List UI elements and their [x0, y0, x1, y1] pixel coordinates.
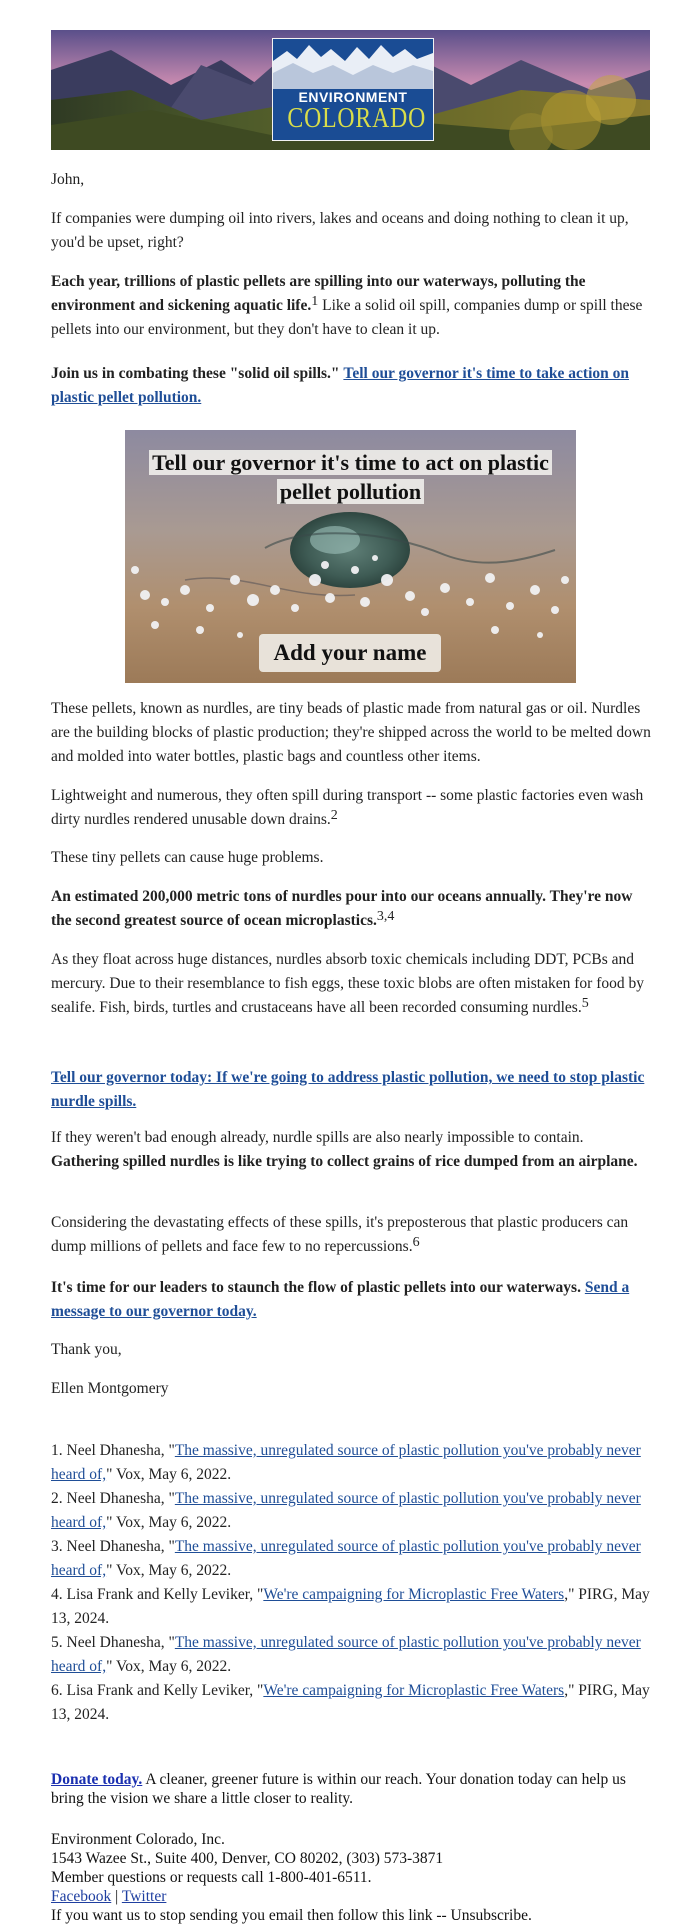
unsubscribe-text[interactable]: If you want us to stop sending you email then follow this link -- Unsubscribe. — [51, 1907, 532, 1924]
thanks: Thank you, — [51, 1341, 122, 1358]
tell-governor-link[interactable]: Tell our governor today: If we're going to address plastic pollution, we need to stop plastic nurdle spills. — [51, 1069, 645, 1110]
reference-link[interactable]: The massive, unregulated source of plastic pollution you've probably never heard of, — [51, 1442, 641, 1483]
mountain-logo-icon — [273, 39, 433, 89]
send-message-link[interactable]: Send a message to our governor today. — [51, 1279, 630, 1320]
paragraph-staunch: It's time for our leaders to staunch the flow of plastic pellets into our waterways. Send a message to our governor today. — [51, 1279, 630, 1320]
signature: Ellen Montgomery — [51, 1380, 169, 1397]
email-body — [51, 30, 651, 1924]
social-links: Facebook | Twitter — [51, 1888, 167, 1905]
paragraph-join — [51, 362, 651, 410]
reference-link[interactable]: The massive, unregulated source of plastic pollution you've probably never heard of, — [51, 1634, 641, 1675]
paragraph-metric-tons: An estimated 200,000 metric tons of nurdles pour into our oceans annually. They're now the second greatest source of ocean microplastics.$^{3,4}$ — [51, 888, 633, 929]
org-address: 1543 Wazee St., Suite 400, Denver, CO 80202, (303) 573-3871 — [51, 1850, 444, 1867]
org-name: Environment Colorado, Inc. — [51, 1831, 225, 1848]
reference-link[interactable]: The massive, unregulated source of plastic pollution you've probably never heard of, — [51, 1490, 641, 1531]
join-bold-text: Join us in combating these "solid oil spills." — [51, 365, 340, 382]
paragraph-toxic: As they float across huge distances, nurdles absorb toxic chemicals including DDT, PCBs and mercury. Due to their resemblance to fish eggs, these toxic blobs are often mistaken for food by sealife. Fish, birds, turtles and crustaceans have all been recorded consuming nurdles.$^5$ — [51, 951, 644, 1016]
twitter-link[interactable]: Twitter — [121, 1888, 167, 1905]
logo-line-2: COLORADO — [287, 102, 427, 134]
reference-item: 2. Neel Dhanesha, "The massive, unregulated source of plastic pollution you've probably never heard of," Vox, May 6, 2022. — [51, 1490, 641, 1531]
paragraph-nurdles: These pellets, known as nurdles, are tiny beads of plastic made from natural gas or oil. Nurdles are the building blocks of plastic production; they're shipped across the world to be melted down and molded into water bottles, plastic bags and countless other items. — [51, 700, 651, 765]
footnote-6: 6 — [412, 1235, 420, 1250]
petition-hero-image[interactable] — [125, 430, 576, 683]
reference-item: 6. Lisa Frank and Kelly Leviker, "We're campaigning for Microplastic Free Waters," PIRG, May 13, 2024. — [51, 1682, 650, 1723]
footnote-1: 1 — [311, 294, 319, 309]
footnote-3-4: 3,4 — [376, 909, 395, 924]
paragraph-pellets — [51, 270, 651, 342]
hero-title: Tell our governor it's time to act on plastic pellet pollution — [125, 448, 576, 506]
references-list — [51, 1439, 651, 1727]
reference-item: 3. Neel Dhanesha, "The massive, unregulated source of plastic pollution you've probably never heard of," Vox, May 6, 2022. — [51, 1538, 641, 1579]
paragraph-contain: If they weren't bad enough already, nurdle spills are also nearly impossible to contain. Gathering spilled nurdles is like trying to collect grains of rice dumped from an airplane. — [51, 1129, 638, 1170]
footer-contact — [51, 1830, 651, 1925]
donate-blurb: Donate today. A cleaner, greener future is within our reach. Your donation today can help us bring the vision we share a little closer to reality. — [51, 1771, 626, 1807]
greeting: John, — [51, 171, 85, 188]
member-phone: Member questions or requests call 1-800-401-6511. — [51, 1869, 372, 1886]
donate-link[interactable]: Donate today. — [51, 1771, 143, 1788]
paragraph-problems: These tiny pellets can cause huge problems. — [51, 849, 324, 866]
pellets-text: Like a solid oil spill, companies dump or spill these pellets into our environment, but they don't have to clean it up. — [51, 297, 643, 338]
pellets-bold-text: Each year, trillions of plastic pellets are spilling into our waterways, polluting the environment and sickening aquatic life. — [51, 273, 586, 314]
facebook-link[interactable]: Facebook — [51, 1888, 112, 1905]
paragraph-repercussions: Considering the devastating effects of these spills, it's preposterous that plastic producers can dump millions of pellets and face few to no repercussions.$^6$ — [51, 1214, 629, 1255]
take-action-link[interactable]: Tell our governor it's time to take action on plastic pellet pollution. — [51, 365, 629, 406]
footnote-2: 2 — [330, 808, 338, 823]
reference-item: 4. Lisa Frank and Kelly Leviker, "We're campaigning for Microplastic Free Waters," PIRG, May 13, 2024. — [51, 1586, 650, 1627]
reference-item: 5. Neel Dhanesha, "The massive, unregulated source of plastic pollution you've probably never heard of," Vox, May 6, 2022. — [51, 1634, 641, 1675]
logo-line-1: ENVIRONMENT — [298, 89, 408, 105]
header-banner — [51, 30, 650, 150]
paragraph-spill: Lightweight and numerous, they often spill during transport -- some plastic factories even wash dirty nurdles rendered unusable down drains.$^2$ — [51, 787, 644, 828]
environment-colorado-logo[interactable] — [272, 38, 434, 141]
footnote-5: 5 — [581, 996, 589, 1011]
reference-link[interactable]: The massive, unregulated source of plastic pollution you've probably never heard of, — [51, 1538, 641, 1579]
reference-link[interactable]: We're campaigning for Microplastic Free Waters — [263, 1586, 565, 1603]
reference-item: 1. Neel Dhanesha, "The massive, unregulated source of plastic pollution you've probably never heard of," Vox, May 6, 2022. — [51, 1442, 641, 1483]
paragraph-cta — [51, 1066, 651, 1114]
paragraph-intro: If companies were dumping oil into rivers, lakes and oceans and doing nothing to clean it up, you'd be upset, right? — [51, 210, 629, 251]
reference-link[interactable]: We're campaigning for Microplastic Free Waters — [263, 1682, 565, 1699]
add-your-name-button[interactable]: Add your name — [259, 634, 441, 672]
